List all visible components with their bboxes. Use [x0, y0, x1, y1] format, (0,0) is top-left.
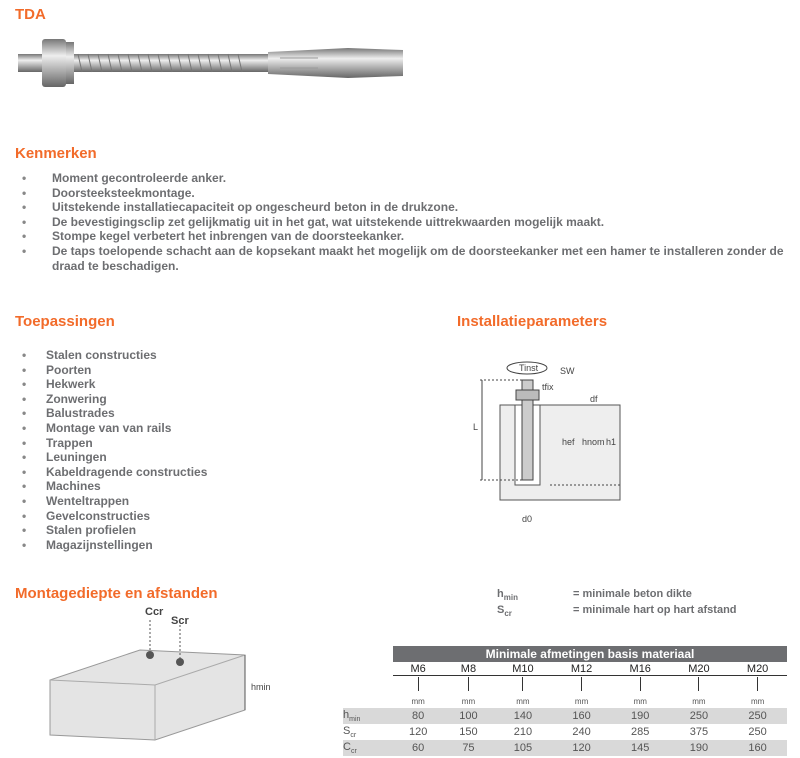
ccr-label: Ccr [145, 606, 164, 618]
unit: mm [750, 696, 765, 706]
list-item: • Stompe kegel verbetert het inbrengen van de doorsteekanker. [16, 229, 786, 244]
cell: 375 [689, 726, 709, 738]
legend [497, 588, 737, 620]
cell: 190 [670, 740, 729, 756]
unit: mm [692, 696, 706, 706]
legend-subscript: cr [504, 609, 512, 619]
table-row [343, 708, 787, 724]
cell: 250 [728, 708, 787, 724]
cell: 250 [670, 708, 729, 724]
list-item: • Poorten [16, 363, 316, 378]
row-subscript: cr [350, 748, 357, 756]
hnom-label: hnom [582, 437, 605, 447]
montage-heading: Montagediepte en afstanden [15, 585, 218, 602]
row-symbol: S [343, 724, 351, 737]
cell: 250 [748, 726, 767, 738]
dimensions-table [343, 646, 787, 756]
hmin-label: hmin [251, 682, 271, 692]
row-subscript: cr [350, 732, 357, 740]
legend-symbol: h [497, 588, 504, 600]
installation-diagram [470, 350, 640, 530]
list-item: • De taps toelopende schacht aan de kopsekant maakt het mogelijk om de doorsteekanker met een hamer te installeren zonder de draad te beschadigen. [16, 244, 786, 273]
hef-label: hef [562, 437, 575, 447]
legend-text: = minimale hart op hart afstand [573, 604, 737, 617]
size-header: M16 [611, 662, 670, 676]
cell: 105 [494, 740, 553, 756]
size-header: M20 [728, 662, 787, 676]
cell: 100 [443, 708, 493, 724]
table-row [343, 724, 787, 740]
list-item: • Montage van van rails [16, 421, 316, 436]
cell: 140 [494, 708, 553, 724]
cell: 60 [393, 740, 443, 756]
list-item: • Magazijnstellingen [16, 538, 316, 553]
list-item: • Stalen profielen [16, 523, 316, 538]
size-header: M10 [494, 662, 553, 676]
list-item: • Balustrades [16, 406, 316, 421]
list-item: • Zonwering [16, 392, 316, 407]
cell: 150 [459, 726, 478, 738]
list-item: • Moment gecontroleerde anker. [16, 171, 786, 186]
table-title: Minimale afmetingen basis materiaal [393, 646, 787, 662]
l-label: L [473, 422, 479, 432]
d0-label: d0 [522, 514, 533, 524]
unit: mm [461, 696, 476, 706]
sw-label: SW [560, 366, 575, 376]
cell: 75 [443, 740, 493, 756]
anchor-bolt-image [18, 36, 408, 90]
list-item: • Stalen constructies [16, 348, 316, 363]
table-row [343, 740, 787, 756]
list-item: • Hekwerk [16, 377, 316, 392]
tinst-label: Tinst [519, 363, 539, 373]
list-item: • Leuningen [16, 450, 316, 465]
row-subscript: min [349, 716, 361, 724]
df-label: df [590, 394, 598, 404]
unit: mm [574, 696, 589, 706]
toepassingen-heading: Toepassingen [15, 313, 115, 330]
size-header: M8 [443, 662, 493, 676]
cell: 240 [572, 726, 591, 738]
scr-label: Scr [171, 615, 189, 627]
cell: 285 [631, 726, 650, 738]
list-item: • Doorsteeksteekmontage. [16, 186, 786, 201]
toepassingen-list [16, 348, 316, 552]
list-item: • Wenteltrappen [16, 494, 316, 509]
list-item: • Gevelconstructies [16, 509, 316, 524]
kenmerken-list [16, 171, 786, 273]
list-item: • De bevestigingsclip zet gelijkmatig uit in het gat, wat uitstekende uittrekwaarden mogelijk maakt. [16, 215, 786, 230]
legend-symbol: S [497, 604, 505, 617]
list-item: • Machines [16, 479, 316, 494]
unit: mm [633, 696, 647, 706]
cell: 190 [611, 708, 670, 724]
installatie-heading: Installatieparameters [457, 313, 608, 330]
size-header: M20 [670, 662, 729, 676]
unit: mm [411, 696, 425, 706]
list-item: • Kabeldragende constructies [16, 465, 316, 480]
row-symbol: C [343, 740, 351, 753]
cell: 160 [552, 708, 611, 724]
kenmerken-heading: Kenmerken [15, 145, 97, 162]
tfix-label: tfix [542, 382, 554, 392]
size-header: M6 [393, 662, 443, 676]
cell: 120 [552, 740, 611, 756]
list-item: • Uitstekende installatiecapaciteit op ongescheurd beton in de drukzone. [16, 200, 786, 215]
h1-label: h1 [606, 437, 617, 447]
product-title: TDA [15, 6, 46, 23]
cell: 160 [728, 740, 787, 756]
list-item: • Trappen [16, 436, 316, 451]
row-symbol: h [343, 708, 350, 721]
unit: mm [516, 696, 530, 706]
cell: 120 [408, 726, 428, 738]
size-header: M12 [552, 662, 611, 676]
cell: 210 [513, 726, 533, 738]
cell: 80 [393, 708, 443, 724]
legend-text: = minimale beton dikte [573, 588, 692, 600]
legend-subscript: min [503, 593, 518, 603]
cell: 145 [611, 740, 670, 756]
concrete-block-diagram [45, 600, 305, 750]
